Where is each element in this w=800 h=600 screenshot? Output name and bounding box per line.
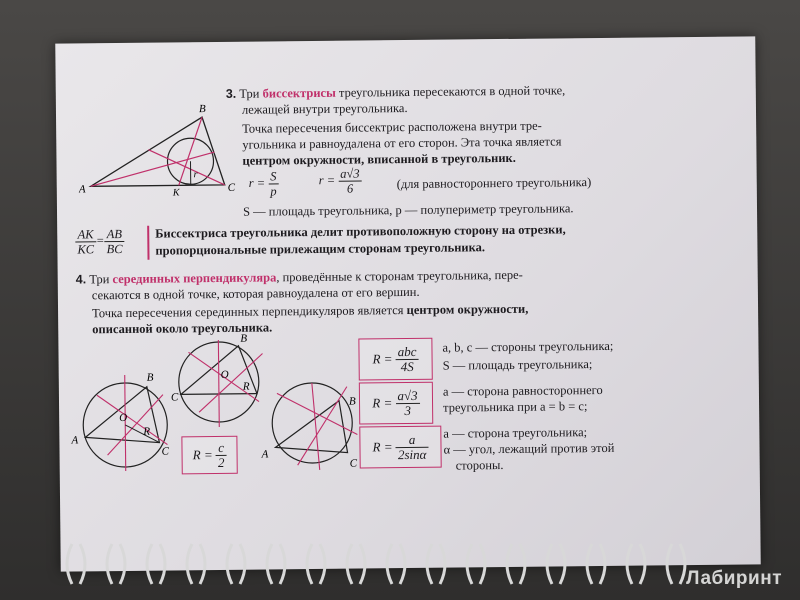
formula1-num: S (268, 169, 278, 184)
svg-text:C: C (161, 445, 169, 458)
note-angle: α — угол, лежащий против этой (443, 440, 615, 457)
section4-line2: секаются в одной точке, которая равноудалена от его вершин. (91, 284, 420, 303)
ratio-num2: AB (104, 227, 124, 242)
circumcircle-figure-right (168, 331, 269, 432)
label-c: C (227, 181, 236, 194)
formula1-fraction (268, 169, 279, 198)
section4-line4: описанной около треугольника. (92, 320, 273, 337)
section3-number: 3. (225, 86, 237, 101)
formula-box4-num: c (216, 440, 227, 455)
formula-box3-lhs: R = (372, 439, 393, 455)
incircle-figure (78, 87, 239, 199)
circumcircle-figure-acute (67, 364, 178, 475)
formula-box4-lhs: R = (192, 447, 213, 463)
formula-r-equilateral (319, 166, 362, 195)
formula-box4-fraction (216, 440, 227, 469)
ratio-den2: BC (106, 241, 123, 257)
ratio-den1: KC (77, 242, 95, 257)
formula-box4-den: 2 (217, 454, 225, 470)
formula-box3-num: a (396, 432, 429, 447)
formula1-lhs: r = (248, 175, 266, 191)
formula-box1-lhs: R = (372, 351, 393, 367)
formula-box-right (181, 436, 237, 475)
notebook-page (55, 36, 760, 571)
svg-text:R: R (242, 380, 250, 393)
theorem-line1: Биссектриса треугольника делит противоположную сторону на отрезки, (155, 222, 566, 241)
formula2-note: (для равностороннего треугольника) (396, 175, 592, 192)
note-side: a — сторона треугольника; (443, 425, 588, 441)
formula2-lhs: r = (318, 173, 336, 188)
note-sides: a, b, c — стороны треугольника; (442, 338, 614, 355)
svg-text:C: C (170, 391, 179, 404)
svg-text:O: O (220, 368, 229, 381)
formula-box-sine (359, 426, 441, 469)
section3-line4: угольника и равноудалена от его сторон. Эта точка является (242, 134, 562, 152)
svg-text:R: R (143, 425, 151, 438)
svg-text:B: B (348, 395, 356, 408)
svg-text:A: A (71, 434, 79, 447)
formula-box3-den: 2sinα (397, 446, 427, 462)
ratio-fraction-1 (75, 227, 96, 256)
note-area: S — площадь треугольника; (442, 357, 593, 373)
note-equilateral-1: a — сторона равностороннего (442, 382, 603, 399)
section3-keyword: биссектрисы (262, 85, 336, 101)
section3-line1-pre: Три (239, 86, 263, 101)
label-a: A (78, 183, 86, 196)
bisector-ratio (75, 227, 124, 257)
section4-line1-post: , проведённые к сторонам треугольника, пере- (276, 267, 523, 285)
formula-box3-fraction (396, 432, 429, 461)
formula-box1-fraction (396, 344, 419, 373)
note-angle-2: стороны. (455, 458, 504, 473)
svg-text:A: A (261, 448, 269, 461)
formula-box2-fraction (395, 388, 419, 417)
ratio-fraction-2 (104, 227, 124, 256)
section4-number: 4. (75, 272, 87, 287)
formula-r-s-p (249, 169, 279, 198)
label-b: B (198, 103, 206, 116)
formula2-fraction (338, 166, 362, 195)
svg-text:B: B (146, 371, 154, 384)
section4-line3-bold: центром окружности, (406, 301, 529, 318)
ratio-eq: = (95, 233, 105, 248)
formula-box-equilateral (359, 382, 433, 425)
formula-box2-lhs: R = (372, 395, 393, 411)
label-r: r (193, 169, 198, 181)
svg-text:O: O (119, 411, 128, 425)
theorem-line2: пропорциональные прилежащим сторонам треугольника. (155, 240, 486, 258)
section4-line3-pre: Точка пересечения серединных перпендикуляров является (92, 303, 407, 321)
formula2-num: a√3 (338, 166, 362, 181)
section3-line2: лежащей внутри треугольника. (241, 100, 408, 117)
formula-box2-den: 3 (404, 402, 412, 418)
formula2-den: 6 (346, 181, 354, 196)
svg-text:B: B (240, 332, 248, 345)
section3-line1-post: треугольника пересекаются в одной точке, (335, 83, 566, 100)
formula-box-abc (358, 338, 432, 381)
section3-line1 (226, 82, 566, 102)
spiral-binding (0, 530, 800, 600)
formula-box2-num: a√3 (395, 388, 419, 403)
formula-box1-num: abc (396, 344, 419, 359)
section3-legend: S — площадь треугольника, p — полупериметр треугольника. (242, 201, 574, 219)
ratio-num1: AK (75, 227, 96, 242)
formula-box1-den: 4S (400, 358, 414, 374)
formula1-den: p (270, 184, 277, 199)
section4-keyword: серединных перпендикуляра (112, 270, 277, 287)
ratio-separator (147, 226, 149, 260)
circumcircle-figure-obtuse (257, 374, 368, 475)
svg-text:C: C (349, 457, 358, 470)
section4-line1-pre: Три (89, 272, 113, 287)
labirint-watermark: Лабиринт (686, 568, 782, 589)
section3-line3: Точка пересечения биссектрис расположена внутри тре- (242, 118, 542, 136)
note-equilateral-2: треугольника при a = b = c; (443, 399, 588, 415)
section3-line5: центром окружности, вписанной в треугольник. (242, 150, 516, 168)
label-k: K (172, 187, 180, 199)
section4-line3 (92, 301, 528, 322)
